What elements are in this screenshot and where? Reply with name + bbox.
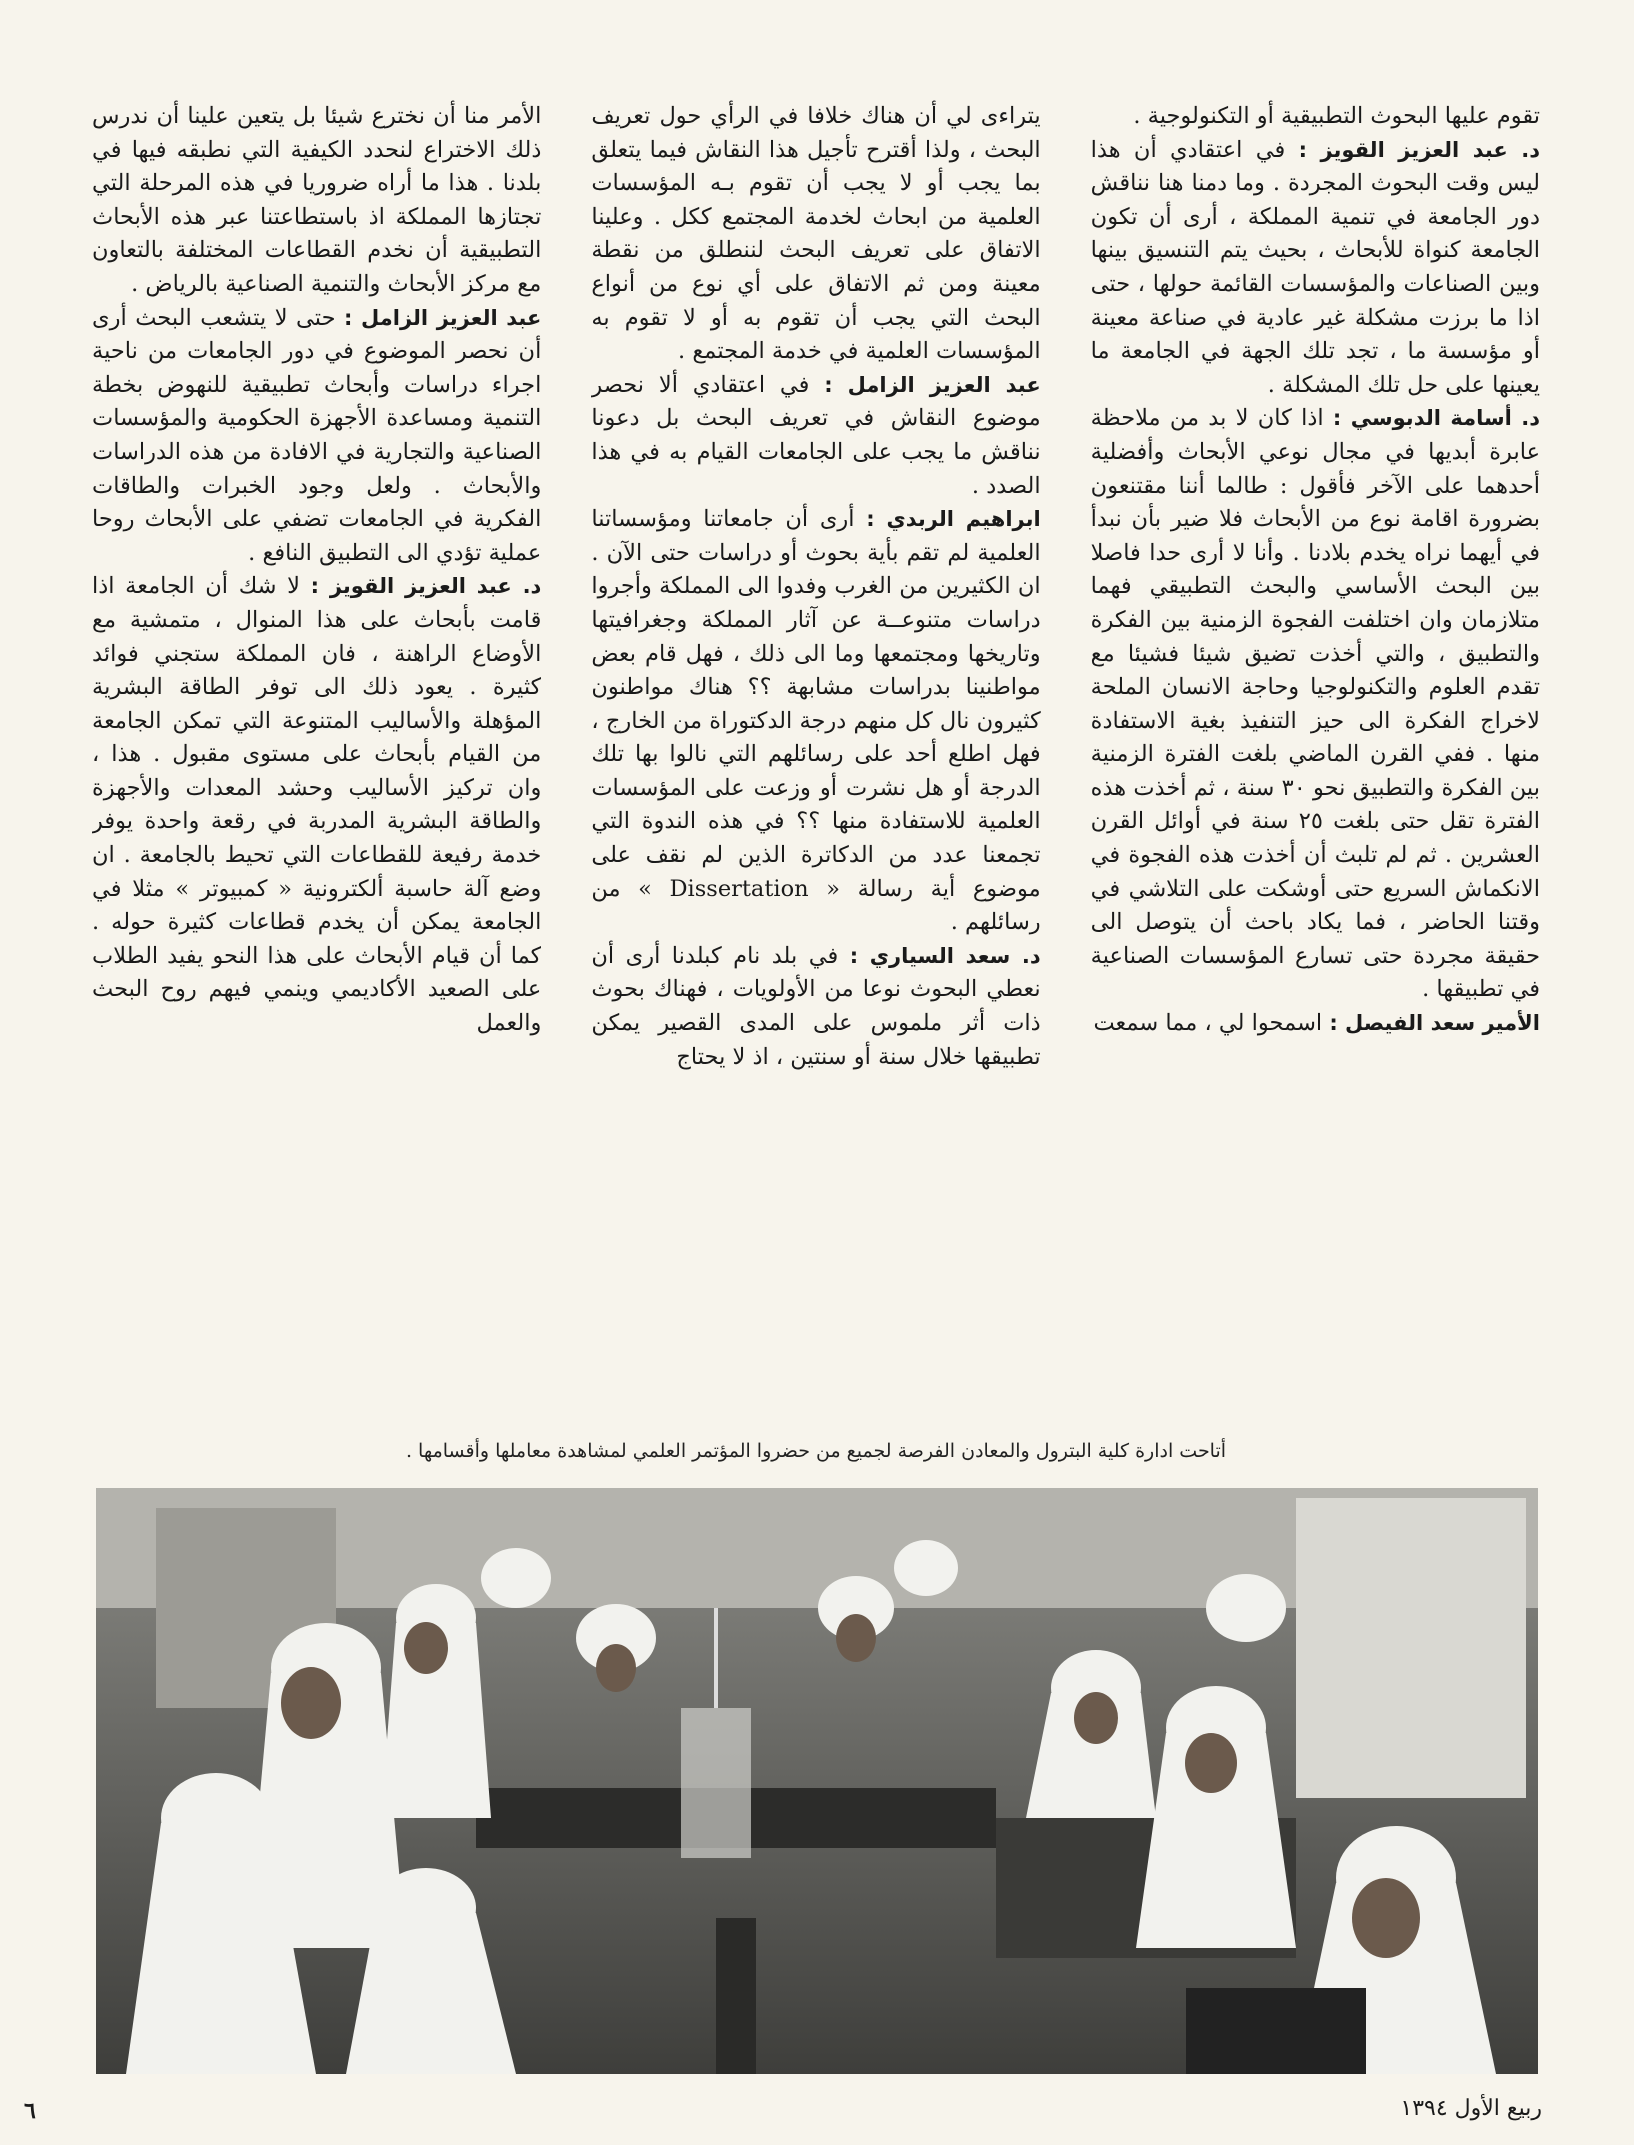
paragraph-text: الأمر منا أن نخترع شيئا بل يتعين علينا أن ندرس ذلك الاختراع لنحدد الكيفية التي نطبقه فيها في بلدنا . هذا ما أراه ضروريا في هذه المرحلة التي تجتازها المملكة اذ باستطاعتنا عبر هذه الأبحاث التطبيقية أن نخدم القطاعات المختلفة بالتعاون مع مركز الأبحاث والتنمية الصناعية بالرياض . — [92, 103, 542, 297]
paragraph-text: تقوم عليها البحوث التطبيقية أو التكنولوجية . — [1133, 103, 1540, 129]
paragraph-text: حتى لا يتشعب البحث أرى أن نحصر الموضوع في دور الجامعات من ناحية اجراء دراسات وأبحاث تطبيقية للنهوض بخطة التنمية ومساعدة الأجهزة الحكومية والمؤسسات الصناعية والتجارية في الافادة من هذه الدراسات والأبحاث . ولعل وجود الخبرات والطاقات الفكرية في الجامعات تضفي على الأبحاث روحا عملية تؤدي الى التطبيق النافع . — [92, 304, 542, 566]
laboratory-photo — [96, 1488, 1538, 2074]
article-columns — [92, 100, 1540, 1300]
page-number: ٦ — [24, 2098, 36, 2124]
paragraph — [92, 302, 541, 571]
speaker-name: د. أسامة الدبوسي : — [1332, 406, 1540, 431]
paragraph-text: في بلد نام كبلدنا أرى أن نعطي البحوث نوعا من الأولويات ، فهناك بحوث ذات أثر ملموس على المدى القصير يمكن تطبيقها خلال سنة أو سنتين ، اذ لا يحتاج — [591, 942, 1041, 1070]
paragraph — [591, 940, 1040, 1074]
paragraph — [1091, 134, 1540, 403]
paragraph — [591, 369, 1040, 503]
paragraph — [1091, 100, 1540, 134]
paragraph — [92, 100, 541, 302]
column-middle — [591, 100, 1040, 1300]
speaker-name: ابراهيم الربدي : — [866, 507, 1041, 532]
paragraph-text: أرى أن جامعاتنا ومؤسساتنا العلمية لم تقم بأية بحوث أو دراسات حتى الآن . ان الكثيرين من الغرب وفدوا الى المملكة وأجروا دراسات متنوعــة عن آثار المملكة وجغرافيتها وتاريخها ومجتمعها وما الى ذلك ، فهل قام بعض مواطنينا بدراسات مشابهة ؟؟ هناك مواطنون كثيرون نال كل منهم درجة الدكتوراة من الخارج ، فهل اطلع أحد على رسائلهم التي نالوا بها تلك الدرجة أو هل نشرت أو وزعت على المؤسسات العلمية للاستفادة منها ؟؟ في هذه الندوة التي تجمعنا عدد من الدكاترة الذين لم نقف على موضوع أية رسالة « Dissertation » من رسائلهم . — [591, 506, 1041, 936]
paragraph — [591, 503, 1040, 940]
paragraph — [591, 100, 1040, 369]
speaker-name: د. سعد السياري : — [849, 943, 1041, 968]
speaker-name: د. عبد العزيز القويز : — [1298, 137, 1540, 162]
photo-laboratory-visit-icon — [96, 1488, 1538, 2074]
paragraph-text: في اعتقادي أن هذا ليس وقت البحوث المجردة . وما دمنا هنا نناقش دور الجامعة في تنمية المملكة ، أرى أن تكون الجامعة كنواة للأبحاث ، بحيث يتم التنسيق بينها وبين الصناعات والمؤسسات القائمة حولها ، حتى اذا ما برزت مشكلة غير عادية في صناعة معينة أو مؤسسة ما ، تجد تلك الجهة في الجامعة ما يعينها على حل تلك المشكلة . — [1090, 136, 1540, 398]
column-right — [1091, 100, 1540, 1300]
speaker-name: عبد العزيز الزامل : — [824, 372, 1041, 397]
speaker-name: عبد العزيز الزامل : — [343, 305, 542, 330]
paragraph — [92, 570, 541, 1040]
paragraph-text: في اعتقادي ألا نحصر موضوع النقاش في تعريف البحث بل دعونا نناقش ما يجب على الجامعات القيام به في هذا الصدد . — [591, 371, 1041, 499]
paragraph-text: لا شك أن الجامعة اذا قامت بأبحاث على هذا المنوال ، متمشية مع الأوضاع الراهنة ، فان المملكة ستجني فوائد كثيرة . يعود ذلك الى توفر الطاقة البشرية المؤهلة والأساليب المتنوعة التي تمكن الجامعة من القيام بأبحاث على مستوى مقبول . هذا ، وان تركيز الأساليب وحشد المعدات والأجهزة والطاقة البشرية المدربة في رقعة واحدة يوفر خدمة رفيعة للقطاعات التي تحيط بالجامعة . ان وضع آلة حاسبة ألكترونية « كمبيوتر » مثلا في الجامعة يمكن أن يخدم قطاعات كثيرة حوله . كما أن قيام الأبحاث على هذا النحو يفيد الطلاب على الصعيد الأكاديمي وينمي فيهم روح البحث والعمل — [92, 573, 542, 1037]
paragraph — [1091, 402, 1540, 1007]
paragraph-text: اسمحوا لي ، مما سمعت — [1093, 1010, 1323, 1037]
paragraph-text: اذا كان لا بد من ملاحظة عابرة أبديها في مجال نوعي الأبحاث وأفضلية أحدهما على الآخر فأقول : طالما أننا مقتنعون بضرورة اقامة نوع من الأبحاث فلا ضير بأن نبدأ في أيهما نراه يخدم بلادنا . وأنا لا أرى حدا فاصلا بين البحث الأساسي والبحث التطبيقي فهما متلازمان وان اختلفت الفجوة الزمنية بين الفكرة والتطبيق ، والتي أخذت تضيق شيئا فشيئا مع تقدم العلوم والتكنولوجيا وحاجة الانسان الملحة لاخراج الفكرة الى حيز التنفيذ بغية الاستفادة منها . ففي القرن الماضي بلغت الفترة الزمنية بين الفكرة والتطبيق نحو ٣٠ سنة ، ثم أخذت هذه الفترة تقل حتى بلغت ٢٥ سنة في أوائل القرن العشرين . ثم لم تلبث أن أخذت هذه الفجوة في الانكماش السريع حتى أوشكت على التلاشي في وقتنا الحاضر ، فما يكاد باحث أن يتوصل الى حقيقة مجردة حتى تسارع المؤسسات الصناعية في تطبيقها . — [1090, 405, 1540, 1003]
column-left — [92, 100, 541, 1300]
photo-caption: أتاحت ادارة كلية البترول والمعادن الفرصة لجميع من حضروا المؤتمر العلمي لمشاهدة معاملها وأقسامها . — [405, 1440, 1227, 1462]
speaker-name: الأمير سعد الفيصل : — [1329, 1011, 1540, 1036]
paragraph-text: يتراءى لي أن هناك خلافا في الرأي حول تعريف البحث ، ولذا أقترح تأجيل هذا النقاش فيما يتعلق بما يجب أو لا يجب أن تقوم بـه المؤسسات العلمية من ابحاث لخدمة المجتمع ككل . وعلينا الاتفاق على تعريف البحث لننطلق من نقطة معينة ومن ثم الاتفاق على أي نوع من أنواع البحث التي يجب أن تقوم به أو لا تقوم به المؤسسات العلمية في خدمة المجتمع . — [591, 103, 1041, 365]
speaker-name: د. عبد العزيز القويز : — [310, 574, 542, 599]
issue-date: ربيع الأول ١٣٩٤ — [1400, 2096, 1542, 2121]
paragraph — [1091, 1007, 1540, 1041]
